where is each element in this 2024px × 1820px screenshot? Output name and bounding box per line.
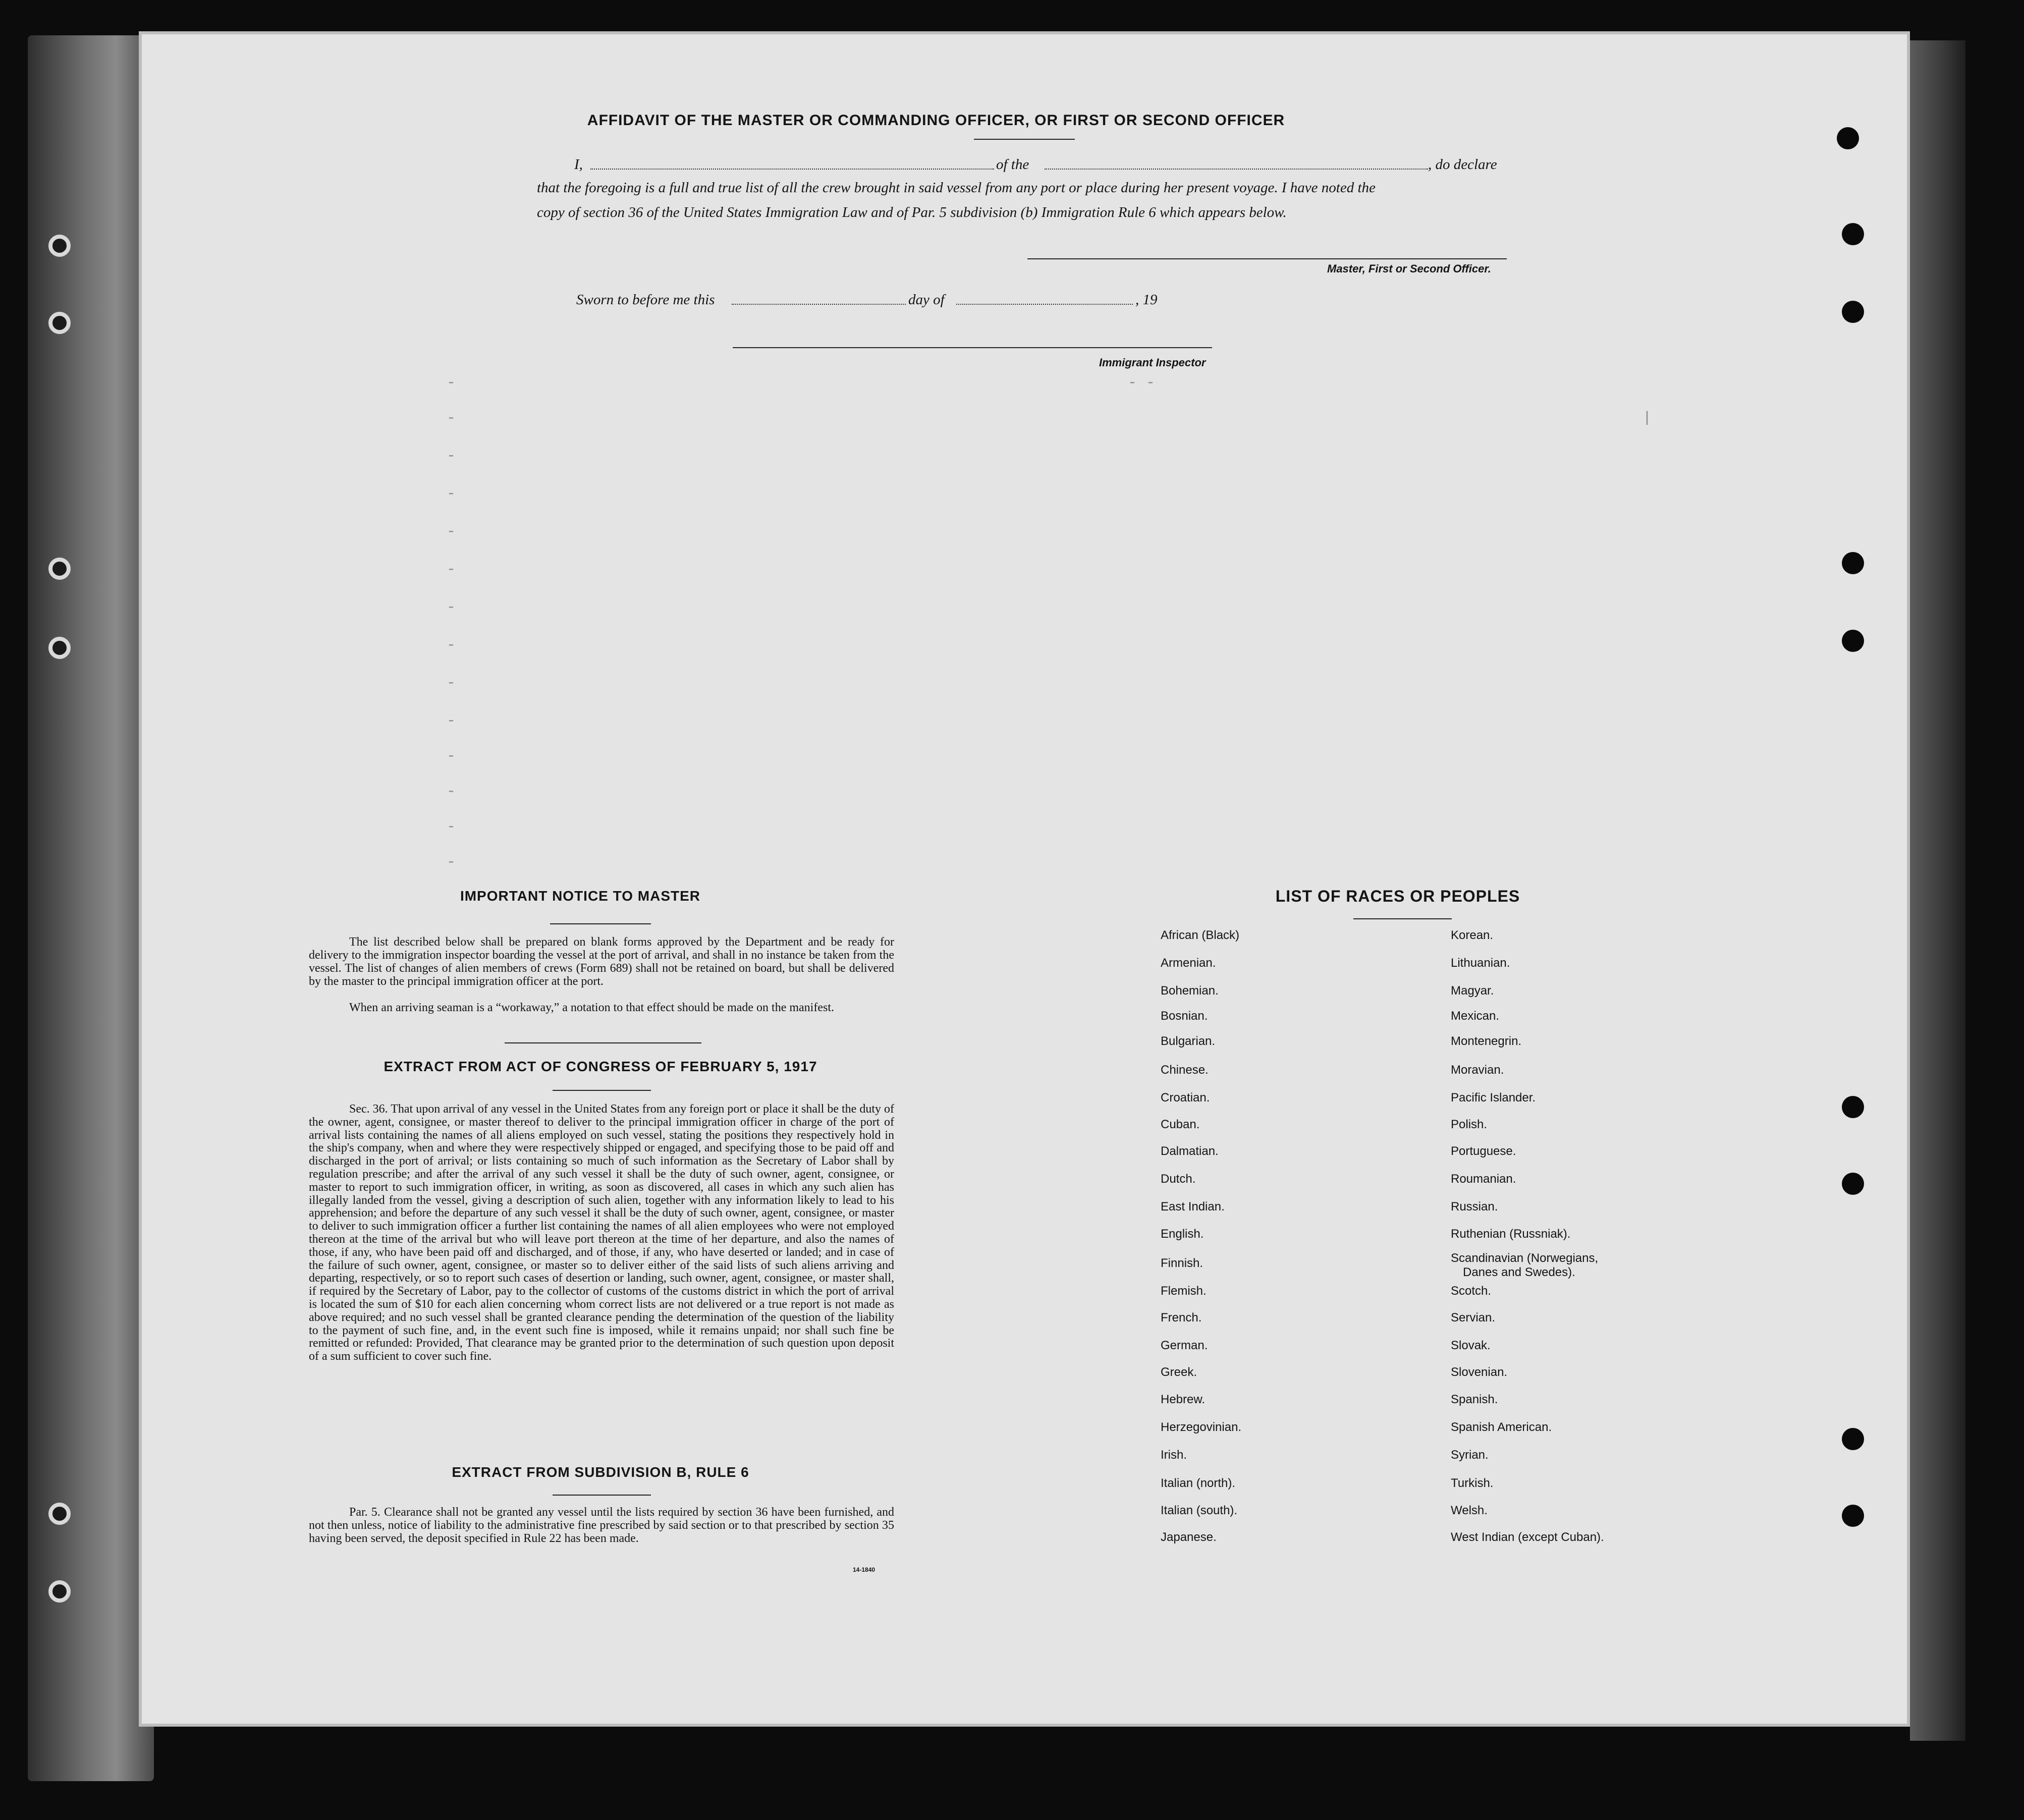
race-list-item: Japanese.: [1161, 1530, 1217, 1544]
extract-rule-underline: [553, 1495, 651, 1496]
affidavit-statement-line: copy of section 36 of the United States Immigration Law and of Par. 5 subdivision (b) Immigration Rule 6 which appears below.: [537, 204, 1287, 220]
race-list-item: Bosnian.: [1161, 1009, 1208, 1023]
declarant-line-start: I,: [574, 156, 583, 173]
race-list-item: Scotch.: [1451, 1284, 1492, 1298]
race-list-item: Dutch.: [1161, 1172, 1196, 1186]
section-divider: [505, 1042, 701, 1043]
bleed-through-mark: -: [447, 374, 456, 392]
officer-signature-line[interactable]: [1027, 258, 1507, 259]
declare-label: , do declare: [1428, 156, 1497, 173]
race-list-item: German.: [1161, 1339, 1208, 1352]
race-list-item: Bulgarian.: [1161, 1034, 1216, 1048]
punch-hole: [1842, 1505, 1864, 1527]
punch-hole: [1837, 127, 1859, 149]
extract-act-text: Sec. 36. That upon arrival of any vessel in the United States from any foreign port or place it shall be the duty of the owner, agent, consignee, or master thereof to deliver to the principal immigration officer in charge of the port of arrival lists containing the names of all aliens employed on such vessel, stating the positions they respectively hold in the ship's company, when and where they were respectively shipped or engaged, and specifying those to be paid off and discharged in the port of arrival; or lists containing so much of such information as the Secretary of Labor shall by regulation prescribe; and after the arrival of any such vessel it shall be the duty of such owner, agent, consignee, or master to report to such immigration officer, in writing, as soon as discovered, all cases in which any such alien has illegally landed from the vessel, giving a description of such alien, together with any information likely to lead to his apprehension; and before the departure of any such vessel it shall be the duty of such owner, agent, consignee, or master to deliver to such immigration officer a further list containing the names of all alien employees who were not employed thereon at the time of the arrival but who will leave port thereon at the time of her departure, and also the names of those, if any, who have been paid off and discharged, and of those, if any, who have deserted or landed; and in case of the failure of such owner, agent, consignee, or master so to deliver either of the said lists of such aliens arriving and departing, respectively, or so to report such cases of desertion or landing, such owner, agent, consignee, or master shall, if required by the Secretary of Labor, pay to the collector of customs of the customs district in which the port of arrival is located the sum of $10 for each alien concerning whom correct lists are not delivered or a true report is not made as above required; and no such vessel shall be granted clearance pending the determination of the question of the liability to the payment of such fine, and, in the event such fine is imposed, while it remains unpaid; nor shall such fine be remitted or refunded: Provided, That clearance may be granted prior to the determination of such question upon deposit of a sum sufficient to cover such fine.: [309, 1102, 894, 1363]
binder-ring: [48, 558, 71, 580]
race-list-item: Slovak.: [1451, 1339, 1491, 1352]
bleed-through-mark: -: [447, 523, 456, 540]
bleed-through-mark: -: [447, 410, 456, 427]
bleed-through-mark: -: [447, 675, 456, 692]
race-list-item: Spanish.: [1451, 1393, 1498, 1406]
races-title-underline: [1353, 918, 1452, 919]
race-list-item: French.: [1161, 1311, 1202, 1325]
bleed-through-mark: -: [447, 561, 456, 578]
punch-hole: [1842, 1428, 1864, 1450]
race-list-item: Welsh.: [1451, 1504, 1488, 1517]
race-list-item: Italian (north).: [1161, 1476, 1236, 1490]
race-list-item: Turkish.: [1451, 1476, 1494, 1490]
bleed-through-mark: -: [447, 854, 456, 871]
race-list-item: Portuguese.: [1451, 1144, 1516, 1158]
bleed-through-mark: -: [447, 448, 456, 465]
notice-paragraph: When an arriving seaman is a “workaway,” a notation to that effect should be made on the manifest.: [349, 1001, 834, 1014]
race-list-item: Scandinavian (Norwegians,: [1451, 1251, 1599, 1265]
race-list-item: Danes and Swedes).: [1463, 1265, 1575, 1279]
race-list-item: Lithuanian.: [1451, 956, 1510, 970]
sworn-label: Sworn to before me this: [576, 292, 715, 308]
race-list-item: Croatian.: [1161, 1091, 1210, 1105]
notice-paragraph: The list described below shall be prepared on blank forms approved by the Department and be ready for delivery to the immigration inspector boarding the vessel at the port of arrival, and shall in no instance be taken from the vessel. The list of changes of alien members of crews (Form 689) shall not be retained on board, but shall be delivered by the master to the principal immigration officer at the port.: [309, 935, 894, 988]
binder-ring: [48, 1580, 71, 1603]
binder-ring: [48, 312, 71, 334]
race-list-item: Herzegovinian.: [1161, 1420, 1242, 1434]
punch-hole: [1842, 630, 1864, 652]
binder-ring: [48, 637, 71, 659]
bleed-through-mark: - -: [1128, 374, 1156, 392]
punch-hole: [1842, 223, 1864, 245]
race-list-item: English.: [1161, 1227, 1204, 1241]
race-list-item: Greek.: [1161, 1365, 1197, 1379]
form-number: 14-1840: [853, 1566, 876, 1573]
punch-hole: [1842, 1173, 1864, 1195]
of-the-label: of the: [996, 156, 1029, 173]
notice-title: IMPORTANT NOTICE TO MASTER: [460, 888, 701, 904]
race-list-item: Finnish.: [1161, 1256, 1204, 1270]
binder-strip: [28, 35, 154, 1781]
extract-act-underline: [553, 1090, 651, 1091]
race-list-item: Bohemian.: [1161, 984, 1219, 998]
race-list-item: Mexican.: [1451, 1009, 1500, 1023]
day-of-label: day of: [908, 292, 945, 308]
bleed-through-mark: |: [1643, 410, 1652, 427]
sworn-month-field[interactable]: [956, 304, 1133, 305]
race-list-item: Syrian.: [1451, 1448, 1489, 1462]
punch-hole: [1842, 301, 1864, 323]
bleed-through-mark: -: [447, 818, 456, 836]
bleed-through-mark: -: [447, 485, 456, 503]
bleed-through-mark: -: [447, 783, 456, 800]
page-edge-shadow: [1910, 40, 1965, 1741]
race-list-item: Cuban.: [1161, 1118, 1200, 1131]
race-list-item: Dalmatian.: [1161, 1144, 1219, 1158]
bleed-through-mark: -: [447, 748, 456, 765]
title-underline: [974, 139, 1075, 140]
race-list-item: Roumanian.: [1451, 1172, 1516, 1186]
extract-act-title: EXTRACT FROM ACT OF CONGRESS OF FEBRUARY 5, 1917: [384, 1059, 817, 1074]
bleed-through-mark: -: [447, 599, 456, 616]
race-list-item: Chinese.: [1161, 1063, 1209, 1077]
binder-ring: [48, 1503, 71, 1525]
race-list-item: East Indian.: [1161, 1200, 1225, 1214]
race-list-item: Korean.: [1451, 928, 1494, 942]
inspector-signature-line[interactable]: [733, 347, 1212, 348]
sworn-day-field[interactable]: [732, 304, 906, 305]
vessel-name-field[interactable]: [1045, 169, 1428, 170]
affidavit-title: AFFIDAVIT OF THE MASTER OR COMMANDING OFFICER, OR FIRST OR SECOND OFFICER: [587, 112, 1285, 129]
declarant-name-field[interactable]: [590, 169, 994, 170]
year-label: , 19: [1135, 292, 1158, 308]
race-list-item: Armenian.: [1161, 956, 1216, 970]
race-list-item: Italian (south).: [1161, 1504, 1238, 1517]
race-list-item: Pacific Islander.: [1451, 1091, 1536, 1105]
race-list-item: West Indian (except Cuban).: [1451, 1530, 1604, 1544]
race-list-item: Moravian.: [1451, 1063, 1504, 1077]
extract-rule-text: Par. 5. Clearance shall not be granted any vessel until the lists required by section 36 have been furnished, and not then unless, notice of liability to the administrative fine prescribed by said section or to that prescribed by section 35 having been served, the deposit specified in Rule 22 has been made.: [309, 1506, 894, 1545]
inspector-signature-caption: Immigrant Inspector: [1099, 356, 1206, 369]
race-list-item: Montenegrin.: [1451, 1034, 1522, 1048]
punch-hole: [1842, 1096, 1864, 1118]
races-list-title: LIST OF RACES OR PEOPLES: [1275, 887, 1520, 905]
race-list-item: Ruthenian (Russniak).: [1451, 1227, 1571, 1241]
race-list-item: Flemish.: [1161, 1284, 1207, 1298]
race-list-item: Hebrew.: [1161, 1393, 1206, 1406]
race-list-item: Slovenian.: [1451, 1365, 1508, 1379]
race-list-item: Spanish American.: [1451, 1420, 1552, 1434]
race-list-item: Polish.: [1451, 1118, 1488, 1131]
bleed-through-mark: -: [447, 637, 456, 654]
race-list-item: Irish.: [1161, 1448, 1187, 1462]
extract-rule-title: EXTRACT FROM SUBDIVISION B, RULE 6: [452, 1464, 749, 1480]
notice-underline: [550, 923, 651, 924]
affidavit-statement-line: that the foregoing is a full and true list of all the crew brought in said vessel from any port or place during her present voyage. I have noted the: [537, 180, 1376, 196]
officer-signature-caption: Master, First or Second Officer.: [1327, 262, 1491, 275]
race-list-item: Servian.: [1451, 1311, 1496, 1325]
race-list-item: Magyar.: [1451, 984, 1494, 998]
race-list-item: Russian.: [1451, 1200, 1498, 1214]
punch-hole: [1842, 552, 1864, 574]
bleed-through-mark: -: [447, 712, 456, 730]
binder-ring: [48, 235, 71, 257]
race-list-item: African (Black): [1161, 928, 1240, 942]
